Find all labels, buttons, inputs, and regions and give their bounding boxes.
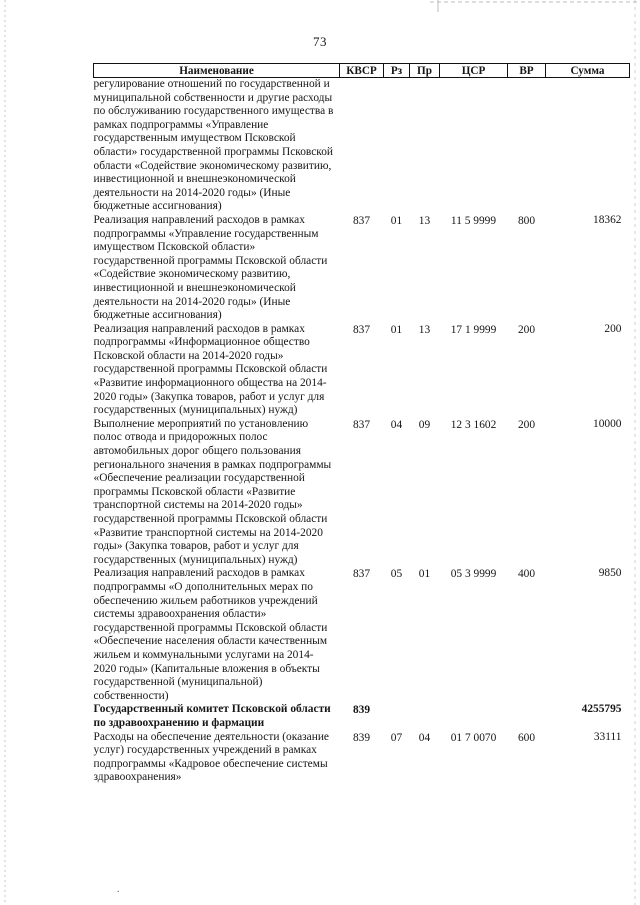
- row-pr: 04: [418, 731, 431, 744]
- row-vr: 400: [517, 568, 536, 581]
- row-sum: 33111: [593, 730, 622, 743]
- row-name: Государственный комитет Псковской области по здравоохранению и фармации: [93, 703, 331, 729]
- budget-table: [93, 63, 630, 785]
- row-vr: 200: [517, 418, 536, 431]
- row-kvsr: [340, 78, 384, 214]
- table-row-department: [94, 703, 630, 730]
- table-row: [94, 731, 630, 785]
- table-header-row: [94, 64, 630, 78]
- row-name: регулирование отношений по государственной и муниципальной собственности и другие расходы по обслуживанию государственного имущества в рамках подпрограммы «Управление государственным имуществом Псковской области» государственной программы Псковской области «Содействие экономическому развитию, инвестиционной и внешнеэкономической деятельности на 2014-2020 годы» (Иные бюджетные ассигнования): [93, 78, 334, 213]
- header-rz: Рз: [384, 64, 410, 78]
- header-kvsr: КВСР: [340, 64, 384, 78]
- row-pr: 13: [418, 323, 431, 336]
- row-csr: 11 5 9999: [450, 214, 497, 227]
- row-pr: 01: [418, 568, 431, 581]
- header-pr: Пр: [410, 64, 440, 78]
- row-name: Выполнение мероприятий по установлению полос отвода и придорожных полос автомобильных дорог общего пользования регионального значения в рамках подпрограммы «Обеспечение реализации государственной программы Псковской области «Развитие транспортной системы на 2014-2020 годы» государственной программы Псковской области «Развитие транспортной системы на 2014-2020 годы» (Закупка товаров, работ и услуг для государственных (муниципальных) нужд): [93, 417, 332, 566]
- row-csr: [440, 703, 508, 730]
- row-rz: 01: [390, 214, 403, 227]
- row-csr: 05 3 9999: [450, 568, 497, 581]
- row-pr: [410, 78, 440, 214]
- row-vr: [508, 703, 546, 730]
- header-csr: ЦСР: [440, 64, 508, 78]
- row-rz: 04: [390, 418, 403, 431]
- row-vr: [508, 78, 546, 214]
- row-kvsr: 837: [352, 418, 371, 431]
- page-number: 73: [313, 34, 327, 49]
- table-row: [94, 78, 630, 214]
- row-pr: 13: [418, 214, 431, 227]
- header-name: Наименование: [94, 64, 340, 78]
- table-row: [94, 418, 630, 568]
- row-sum: [546, 78, 630, 214]
- row-csr: [440, 78, 508, 214]
- table-row: [94, 567, 630, 703]
- row-name: Реализация направлений расходов в рамках подпрограммы «Управление государственным имуществом Псковской области» государственной программы Псковской области «Содействие экономическому развитию, инвестиционной и внешнеэкономической деятельности на 2014-2020 годы» (Иные бюджетные ассигнования): [93, 213, 328, 322]
- row-sum: 200: [604, 322, 622, 335]
- row-csr: 17 1 9999: [450, 323, 497, 336]
- row-csr: 12 3 1602: [450, 418, 497, 431]
- header-sum: Сумма: [546, 64, 630, 78]
- row-pr: [410, 703, 440, 730]
- row-vr: 200: [517, 323, 536, 336]
- row-rz: 05: [390, 568, 403, 581]
- row-rz: 01: [390, 323, 403, 336]
- row-rz: [384, 703, 410, 730]
- row-pr: 09: [418, 418, 431, 431]
- row-rz: [384, 78, 410, 214]
- row-name: Реализация направлений расходов в рамках подпрограммы «Информационное общество Псковской области на 2014-2020 годы» государственной программы Псковской области «Развитие информационного общества на 2014-2020 годы» (Закупка товаров, работ и услуг для государственных (муниципальных) нужд): [93, 322, 328, 417]
- bottom-mark: .: [117, 884, 120, 895]
- row-vr: 800: [517, 214, 536, 227]
- row-kvsr: 839: [352, 704, 371, 717]
- row-name: Реализация направлений расходов в рамках подпрограммы «О дополнительных мерах по обеспечению жильем работников учреждений системы здравоохранения области» государственной программы Псковской области «Обеспечение населения области качественным жильем и коммунальными услугами на 2014-2020 годы» (Капитальные вложения в объекты государственной (муниципальной) собственности): [93, 567, 328, 702]
- row-name: Расходы на обеспечение деятельности (оказание услуг) государственных учреждений в рамках подпрограммы «Кадровое обеспечение системы здравоохранения»: [93, 730, 329, 784]
- row-kvsr: 839: [352, 731, 371, 744]
- row-kvsr: 837: [352, 568, 371, 581]
- header-vr: ВР: [508, 64, 546, 78]
- row-sum: 4255795: [581, 703, 622, 716]
- row-csr: 01 7 0070: [450, 731, 497, 744]
- table-row: [94, 214, 630, 323]
- row-sum: 9850: [598, 567, 622, 580]
- row-kvsr: 837: [352, 323, 371, 336]
- table-row: [94, 323, 630, 418]
- row-rz: 07: [390, 731, 403, 744]
- row-sum: 18362: [593, 213, 622, 226]
- row-sum: 10000: [593, 417, 622, 430]
- row-vr: 600: [517, 731, 536, 744]
- row-kvsr: 837: [352, 214, 371, 227]
